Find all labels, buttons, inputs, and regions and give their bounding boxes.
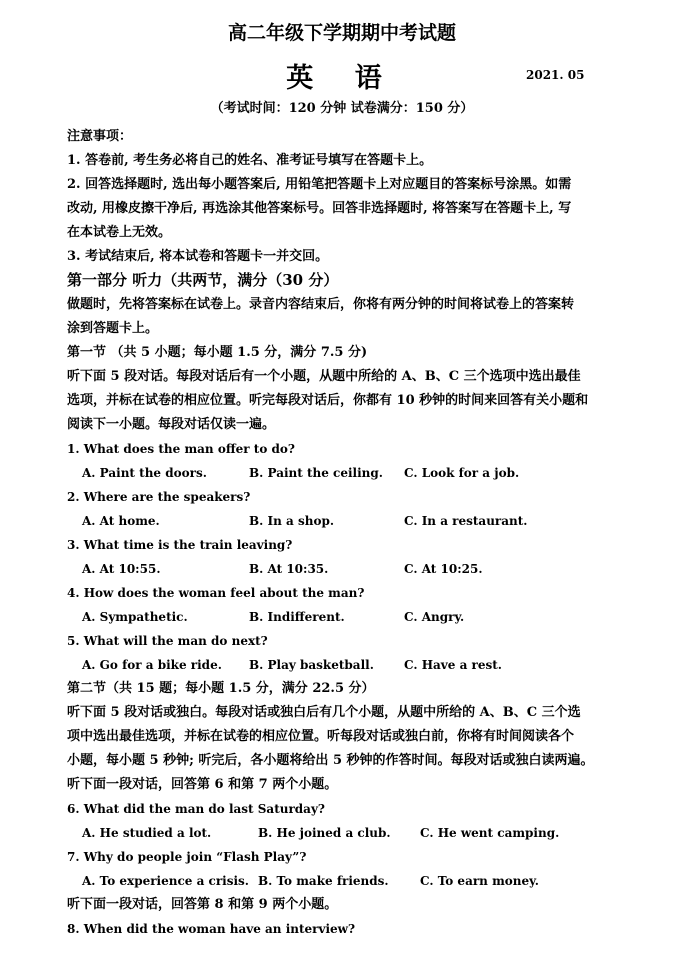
notice-heading: 注意事项： [67, 129, 133, 144]
option-b: B. At 10:35. [249, 562, 329, 576]
section2-intro: 听下面 5 段对话或独白。每段对话或独白后有几个小题，从题中所给的 A、B、C 三个选 [67, 705, 581, 720]
question: 8. When did the woman have an interview? [67, 922, 356, 936]
dialogue-instruction: 听下面一段对话，回答第 6 和第 7 两个小题。 [67, 777, 338, 792]
subject-title: 英 语 [286, 63, 398, 94]
option-c: C. He went camping. [420, 826, 560, 840]
notice-line: 1. 答卷前, 考生务必将自己的姓名、准考证号填写在答题卡上。 [67, 153, 433, 168]
section2-heading: 第二节（共 15 题；每小题 1.5 分，满分 22.5 分） [67, 681, 375, 696]
notice-line: 2. 回答选择题时, 选出每小题答案后, 用铅笔把答题卡上对应题目的答案标号涂黑。如需 [67, 177, 572, 192]
option-b: B. Paint the ceiling. [249, 466, 383, 480]
option-b: B. Play basketball. [249, 658, 374, 672]
exam-info: （考试时间：120 分钟 试卷满分：150 分） [210, 101, 474, 116]
option-a: A. He studied a lot. [82, 826, 212, 840]
question: 3. What time is the train leaving? [67, 538, 293, 552]
option-b: B. To make friends. [258, 874, 389, 888]
section1-heading: 第一节 （共 5 小题；每小题 1.5 分，满分 7.5 分) [67, 345, 368, 360]
section2-intro: 项中选出最佳选项，并标在试卷的相应位置。听每段对话或独白前，你将有时间阅读各个 [67, 729, 575, 744]
option-c: C. Have a rest. [404, 658, 502, 672]
option-a: A. Sympathetic. [82, 610, 188, 624]
option-a: A. Paint the doors. [82, 466, 207, 480]
option-a: A. At 10:55. [82, 562, 161, 576]
option-a: A. To experience a crisis. [82, 874, 249, 888]
option-a: A. At home. [82, 514, 160, 528]
section1-intro: 听下面 5 段对话。每段对话后有一个小题，从题中所给的 A、B、C 三个选项中选出最佳 [67, 369, 581, 384]
part1-heading: 第一部分 听力（共两节，满分（30 分） [67, 271, 339, 289]
part1-intro: 涂到答题卡上。 [67, 321, 159, 336]
exam-date: 2021. 05 [526, 68, 585, 82]
option-a: A. Go for a bike ride. [82, 658, 222, 672]
question: 1. What does the man offer to do? [67, 442, 295, 456]
option-c: C. To earn money. [420, 874, 539, 888]
option-c: C. At 10:25. [404, 562, 483, 576]
section1-intro: 阅读下一小题。每段对话仅读一遍。 [67, 417, 276, 432]
question: 7. Why do people join “Flash Play”? [67, 850, 307, 864]
part1-intro: 做题时，先将答案标在试卷上。录音内容结束后，你将有两分钟的时间将试卷上的答案转 [67, 297, 575, 312]
question: 5. What will the man do next? [67, 634, 268, 648]
option-b: B. In a shop. [249, 514, 335, 528]
option-c: C. In a restaurant. [404, 514, 528, 528]
notice-line: 3. 考试结束后, 将本试卷和答题卡一并交回。 [67, 249, 329, 264]
option-c: C. Angry. [404, 610, 465, 624]
exam-title: 高二年级下学期期中考试题 [227, 22, 456, 44]
notice-line: 改动, 用橡皮擦干净后, 再选涂其他答案标号。回答非选择题时, 将答案写在答题卡上, 写 [67, 201, 572, 216]
question: 6. What did the man do last Saturday? [67, 802, 325, 816]
option-c: C. Look for a job. [404, 466, 520, 480]
dialogue-instruction: 听下面一段对话，回答第 8 和第 9 两个小题。 [67, 897, 338, 912]
notice-line: 在本试卷上无效。 [67, 225, 172, 240]
option-b: B. He joined a club. [258, 826, 391, 840]
option-b: B. Indifferent. [249, 610, 345, 624]
section2-intro: 小题，每小题 5 秒钟; 听完后，各小题将给出 5 秒钟的作答时间。每段对话或独白读两遍。 [67, 753, 594, 768]
section1-intro: 选项，并标在试卷的相应位置。听完每段对话后，你都有 10 秒钟的时间来回答有关小题和 [67, 393, 589, 408]
question: 2. Where are the speakers? [67, 490, 251, 504]
question: 4. How does the woman feel about the man? [67, 586, 365, 600]
